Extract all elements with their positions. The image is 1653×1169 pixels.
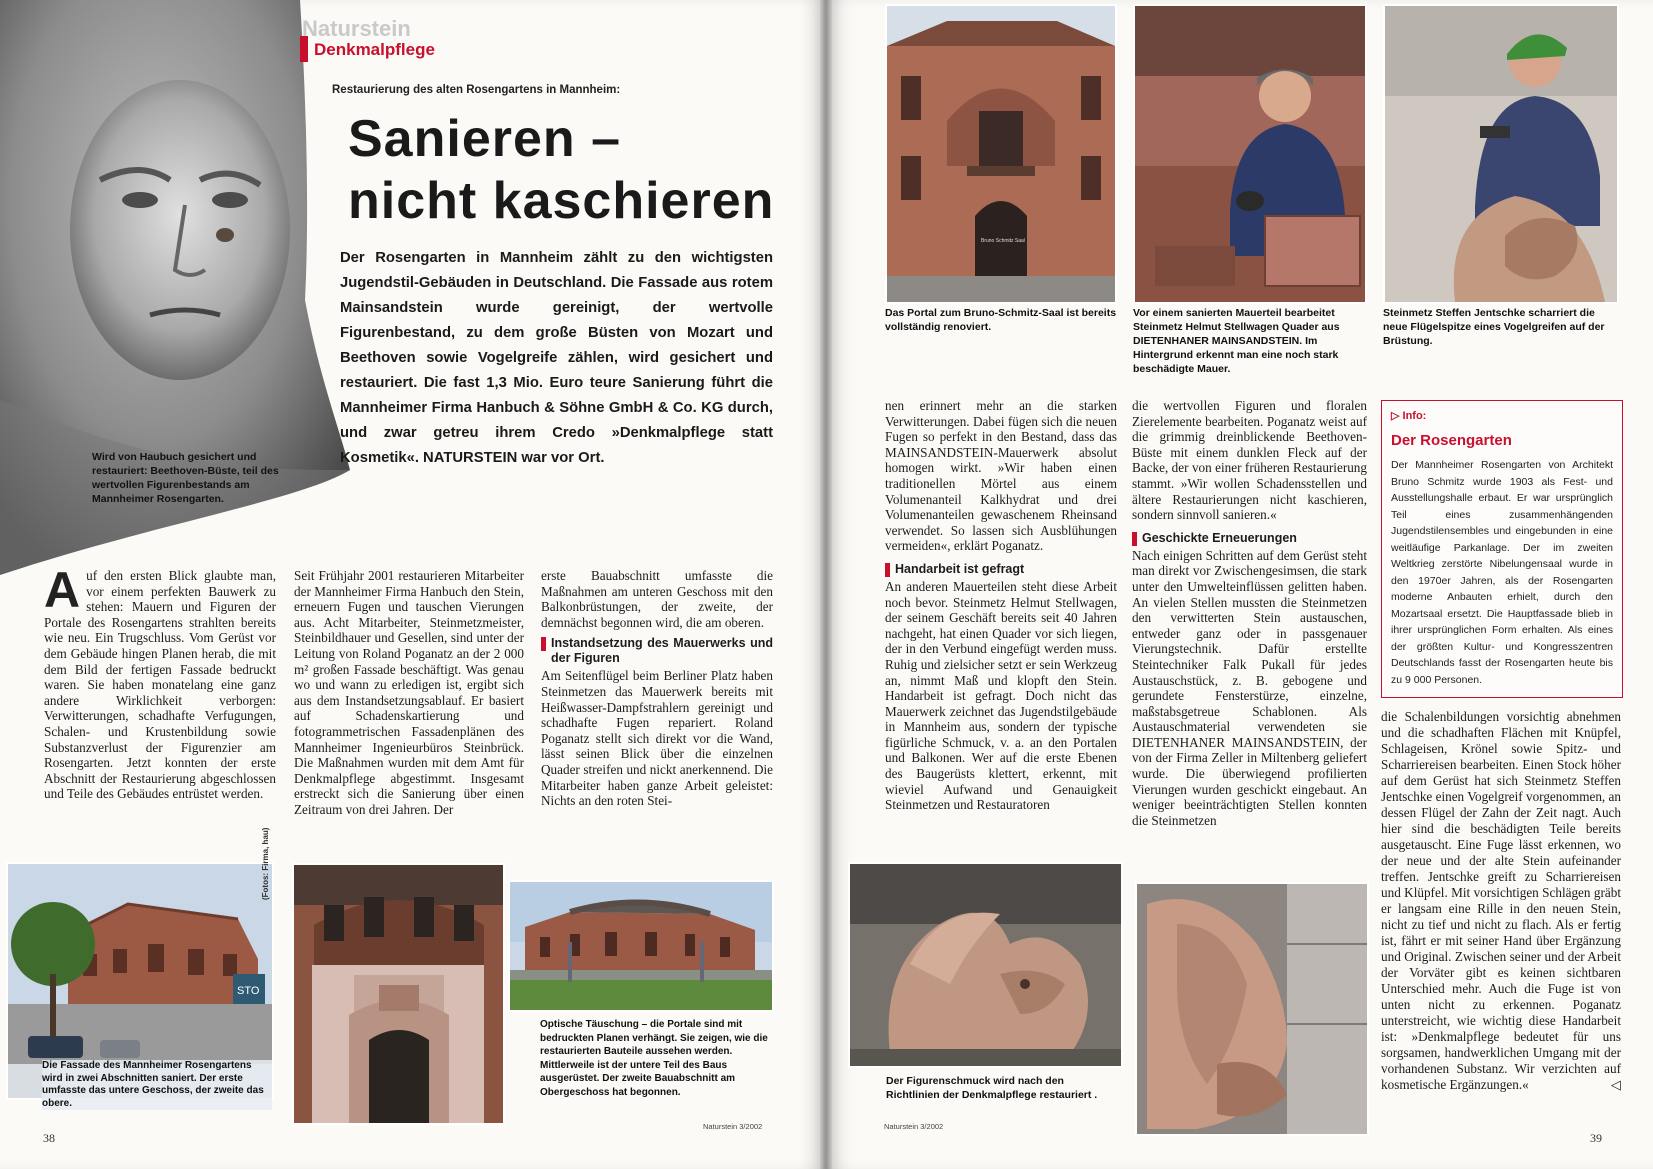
col1-text: uf den ersten Blick glaubte man, vor einem perfekten Bauwerk zu stehen: Mauern und Figuren der Portale des Rosengartens strahlten bereits wie neu. Ein Trugschluss. Vom Gerüst vor dem Gebäude hingen Planen herab, die mit dem Bild der fertigen Fassade bedruckt waren. Sie haben monatelang eine ganz andere Wirklichkeit verborgen: Verwitterungen, schadhafte Verfugungen, Schalen- und Krustenbildung sowie Substanzverlust der Figurenzier am Rosengarten. Jetzt konnten der erste Abschnitt der Restaurierung abgeschlossen und Teile des Gebäudes entrüstet werden. [44, 568, 276, 802]
article-title [348, 108, 774, 232]
caption-beethoven: Wird von Haubuch gesichert und restauriert: Beethoven-Büste, teil des wertvollen Figurenbestands am Mannheimer Rosengarten. [92, 451, 279, 505]
article-overline: Restaurierung des alten Rosengartens in Mannheim: [332, 84, 621, 96]
col4-text-a: nen erinnert mehr an die starken Verwitterungen. Dabei fügen sich die neuen Fugen so perfekt in den Bestand, dass das MAINSANDSTEIN-Mauerwerk absolut homogen wirkt. »Wir haben einen traditionellen Mörtel aus einem Volumenanteil Kalkhydrat und drei Volumenanteilen gewaschenem Rheinsand verwendet. So lassen sich Ausblühungen vermeiden«, erklärt Poganatz. [885, 398, 1117, 554]
col5-text-a: die wertvollen Figuren und floralen Zierelemente bearbeiten. Poganatz weist auf die grimmig dreinblickende Beethoven-Büste mit einem dunklen Fleck auf der Backe, der von einer früheren Restaurierung stammt. »Wir wollen Schadensstellen und ältere Restaurierungen nicht kaschieren, sondern sinnvoll sanieren.« [1132, 398, 1367, 523]
portal-sign: Bruno Schmitz Saal [981, 238, 1025, 244]
col2-text: Seit Frühjahr 2001 restaurieren Mitarbeiter der Mannheimer Firma Hanbuch den Stein, erneuern Fugen und tauschen Vierungen aus. Acht Mitarbeiter, Steinmetzmeister, Steinbildhauer und Gesellen, sind unter der Leitung von Roland Poganatz an der 2 000 m² großen Fassade beschäftigt. Was genau wo und wann zu erledigen ist, ergibt sich aus dem Instandsetzungsablauf. Er basiert auf Schadenskartierung und fotogrammetrischen Fassadenplänen des Mannheimer Ingenieurbüros Steinbrück. Die Maßnahmen wurden mit dem Amt für Denkmalpflege abgestimmt. Insgesamt erstreckt sich die Sanierung über einen Zeitraum von drei Jahren. Der [294, 568, 524, 817]
col6-text [1381, 709, 1621, 1093]
left-page [0, 0, 826, 1169]
caption-fassade: Die Fassade des Mannheimer Rosengartens wird in zwei Abschnitten saniert. Der erste umfasste das untere Geschoss, der zweite das obere. [42, 1060, 272, 1110]
article-lead: Der Rosengarten in Mannheim zählt zu den wichtigsten Jugendstil-Gebäuden in Deutschland. Die Fassade aus rotem Mainsandstein wurde gereinigt, der wertvolle Figurenbestand, zu dem große Büsten von Mozart und Beethoven sowie Vogelgreife zählen, wird gesichert und restauriert. Die fast 1,3 Mio. Euro teure Sanierung führt die Mannheimer Firma Hanbuch & Söhne GmbH & Co. KG durch, und zwar getreu ihrem Credo »Denkmalpflege statt Kosmetik«. NATURSTEIN war vor Ort. [340, 250, 773, 466]
kicker-denkmalpflege: Denkmalpflege [314, 40, 435, 59]
end-mark: ◁ [1610, 1077, 1621, 1092]
photo-jentschke [1383, 4, 1619, 304]
book-gutter [820, 0, 832, 1169]
photo-portal-bruno-schmitz [885, 4, 1117, 304]
photo-portal-planen [292, 863, 505, 1125]
col4-text-b: An anderen Mauerteilen steht diese Arbeit noch bevor. Steinmetz Helmut Stellwagen, der seinem Geschäft bereits seit 40 Jahren nachgeht, hat einen Quader vor sich liegen, der in den Verbund eingefügt werden muss. Ruhig und zielsicher setzt er sein Werkzeug an, nimmt Maß und klopft den Stein. Handarbeit ist gefragt. Doch nicht das Mauerwerk zeichnet das Jugendstilgebäude in Mannheim aus, sondern der typische figürliche Schmuck, v. a. an den Portalen und Balkonen. Wer auf die erste Ebenen des Baugerüsts klettert, erkennt, mit wieviel Aufwand und Genauigkeit Steinmetzen und Restauratoren [885, 578, 1117, 813]
body-column-2 [294, 568, 524, 818]
caption-jentschke: Steinmetz Steffen Jentschke scharriert die neue Flügelspitze eines Vogelgreifen auf der Brüstung. [1383, 307, 1605, 347]
caption-stellwagen: Vor einem sanierten Mauerteil bearbeitet Steinmetz Helmut Stellwagen Quader aus DIETENHANER MAINSANDSTEIN. Im Hintergrund erkennt man eine noch stark beschädigte Mauer. [1133, 307, 1340, 375]
title-line-2: nicht kaschieren [348, 172, 775, 230]
photo-stellwagen [1133, 4, 1367, 304]
caption-figuren: Der Figurenschmuck wird nach den Richtlinien der Denkmalpflege restauriert . [886, 1075, 1098, 1101]
photo-vogelgreif-2 [1135, 882, 1369, 1136]
info-title: Der Rosengarten [1391, 432, 1512, 449]
col5-text-b: Nach einigen Schritten auf dem Gerüst steht man direkt vor Zwischengesimsen, die stark unter den Umwelteinflüssen gelitten haben. An vielen Stellen mussten die Steinmetzen den verwitterten Stein austauschen, entweder ganz oder in passgenauer Vierungstechnik. Dafür erstellte Steintechniker Falk Pukall für jedes Austauschstück, z. B. gebogene und gerundete Fensterstürze, einzelne, maßstabsgetreue Schablonen. Als Austauschmaterial verwendeten sie DIETENHANER MAINSANDSTEIN, der von der Firma Zeller in Miltenberg geliefert wurde. Die überwiegend profilierten Vierungen wurden geschickt eingebaut. An weniger beeinträchtigten Stellen konnten die Steinmetzen [1132, 547, 1367, 828]
body-column-5 [1132, 398, 1367, 828]
photo-vogelgreif-1 [848, 862, 1123, 1068]
page-number-left: 38 [43, 1131, 55, 1145]
col3-text-a: erste Bauabschnitt umfasste die Maßnahmen am unteren Geschoss mit den Balkonbrüstungen, der zweite, der demnächst begonnen wird, die am oberen. [541, 568, 773, 630]
info-label: ▷ Info: [1391, 410, 1427, 422]
subhead-erneuerungen: Geschickte Erneuerungen [1132, 531, 1367, 546]
col6-body: die Schalenbildungen vorsichtig abnehmen und die schadhaften Flächen mit Knüpfel, Schlageisen, Krönel sowie Spitz- und Scharriereisen bearbeiten. Einen Stock höher auf dem Gerüst hat sich Steinmetz Steffen Jentschke einen Vogelgreif vorgenommen, an dessen Flügel der Zahn der Zeit nagt. Auch hier sind die beschädigten Teile bereits ausgetauscht. Eine Fuge lässt erkennen, wo der neue und der alte Stein aufeinander treffen. Jentschke greift zu Scharriereisen und Klüpfel. Mit vorsichtigen Schlägen gräbt er langsam eine Rille in den neuen Stein, nicht zu tief und nicht zu flach. Als er fertig ist, fährt er mit seiner Hand über Ergänzung und Original. Zwischen seiner und der Arbeit der Vorväter gibt es keinen sichtbaren Unterschied mehr. Auch die Fuge ist von unten nicht zu erkennen. Poganatz unterstreicht, wie wichtig diese Handarbeit ist: »Denkmalpflege bedeutet für uns sorgsamen, handwerklichen Umgang mit der vorhandenen Substanz. Wir verzichten auf kosmetische Ergänzungen.« [1381, 709, 1621, 1092]
title-line-1: Sanieren – [348, 110, 622, 168]
col3-text-b: Am Seitenflügel beim Berliner Platz haben Steinmetzen das Mauerwerk bereits mit Heißwasser-Dampfstrahlern gereinigt und schadhafte Fugen repariert. Roland Poganatz stellt sich direkt vor die Wand, lässt seinen Blick über die einzelnen Quader streifen und nickt anerkennend. Die Mitarbeiter haben ganze Arbeit geleistet: Nichts an den roten Stei- [541, 668, 773, 809]
page-number-right: 39 [1590, 1131, 1602, 1145]
issue-right: Naturstein 3/2002 [884, 1122, 944, 1131]
photo-fassade [6, 862, 274, 1109]
photo-credit: (Fotos: Firma, hau) [261, 827, 270, 900]
caption-taeuschung: Optische Täuschung – die Portale sind mit bedruckten Planen verhängt. Sie zeigen, wie die restaurierten Bauteile aussehen werden. Mittlerweile ist der untere Teil des Baus ausgerüstet. Der zweite Bauabschnitt am Obergeschoss hat begonnen. [540, 1019, 768, 1098]
subhead-instandsetzung: Instandsetzung des Mauerwerks und der Figuren [541, 636, 773, 666]
body-column-1 [44, 562, 276, 802]
body-column-3 [541, 568, 773, 809]
caption-portal: Das Portal zum Bruno-Schmitz-Saal ist bereits vollständig renoviert. [885, 307, 1117, 333]
body-column-6 [1381, 709, 1621, 1093]
dropcap: A [44, 562, 81, 618]
info-text: Der Mannheimer Rosengarten von Architekt Bruno Schmitz wurde 1903 als Fest- und Ausstellungshalle erbaut. Er war ursprünglich Teil eines zusammenhängenden Jugendstilensembles und eingebunden in eine weitläufige Parkanlage. Der im zweiten Weltkrieg zerstörte Nibelungensaal wurde in den 1970er Jahren, als der Rosengarten moderne Anbauten erhielt, durch den Mozartsaal ersetzt. Die Hauptfassade blieb in ihrer ursprünglichen Form erhalten. Als eines der größten Kultur- und Kongresszentren Deutschlands fasst der Rosengarten heute bis zu 9 000 Personen. [1391, 459, 1613, 686]
kicker-naturstein: Naturstein [302, 16, 411, 41]
photo-rosengarten-park [508, 880, 774, 1012]
issue-left: Naturstein 3/2002 [703, 1122, 763, 1131]
subhead-handarbeit: Handarbeit ist gefragt [885, 562, 1117, 577]
sto-sign: STO [237, 985, 260, 997]
beethoven-bust-photo [0, 0, 360, 575]
info-box [1381, 400, 1623, 698]
body-column-4 [885, 398, 1117, 813]
right-page [826, 0, 1653, 1169]
